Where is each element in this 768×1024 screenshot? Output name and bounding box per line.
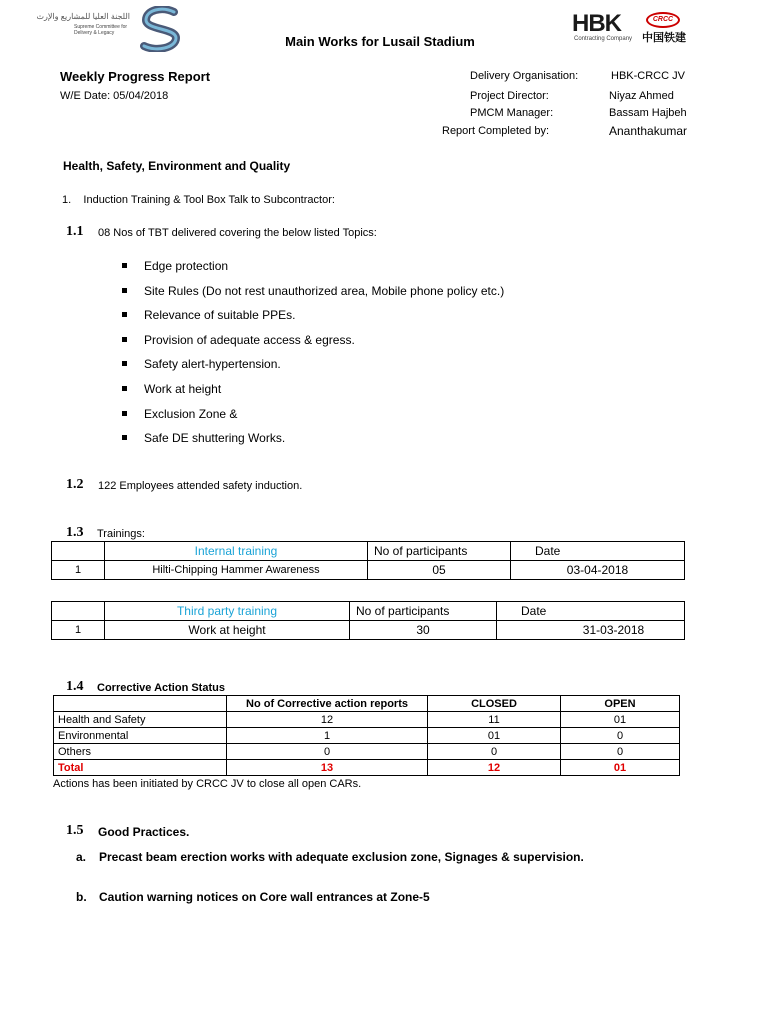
table-total-row <box>54 760 680 776</box>
table-cell: 0 <box>561 728 680 744</box>
table-cell: 30 <box>350 621 497 640</box>
table-row <box>54 744 680 760</box>
section-1-2-text: 122 Employees attended safety induction. <box>98 480 303 492</box>
table-header-cell: No of participants <box>350 602 497 621</box>
table-header-cell: Third party training <box>105 602 350 621</box>
hseq-heading: Health, Safety, Environment and Quality <box>63 159 291 173</box>
project-director-value: Niyaz Ahmed <box>609 90 674 102</box>
table-cell: 01 <box>561 712 680 728</box>
table-cell: 1 <box>52 621 105 640</box>
table-row <box>54 728 680 744</box>
practice-a-letter: a. <box>76 850 87 864</box>
list-item: Site Rules (Do not rest unauthorized area, Mobile phone policy etc.) <box>120 281 504 306</box>
week-ending-date: W/E Date: 05/04/2018 <box>60 90 169 102</box>
table-cell: 1 <box>52 561 105 580</box>
table-cell: 0 <box>227 744 428 760</box>
table-cell: 31-03-2018 <box>497 621 685 640</box>
table-cell: Environmental <box>54 728 227 744</box>
table-header-cell: No of Corrective action reports <box>227 696 428 712</box>
list-item: Work at height <box>120 379 504 404</box>
table-header-cell: Internal training <box>105 542 368 561</box>
table-cell: 12 <box>227 712 428 728</box>
table-row <box>52 561 685 580</box>
table-cell: Total <box>54 760 227 776</box>
internal-training-table <box>51 541 685 580</box>
table-header-cell: CLOSED <box>428 696 561 712</box>
table-cell: 01 <box>428 728 561 744</box>
list-item: Edge protection <box>120 256 504 281</box>
sc-logo-english: Supreme Committee for Delivery & Legacy <box>74 24 128 36</box>
delivery-org-value: HBK-CRCC JV <box>611 70 685 82</box>
table-header-row <box>54 696 680 712</box>
section-1-1-text: 08 Nos of TBT delivered covering the below listed Topics: <box>98 227 377 239</box>
table-cell: 1 <box>227 728 428 744</box>
third-party-training-table <box>51 601 685 640</box>
table-cell <box>54 696 227 712</box>
report-title: Weekly Progress Report <box>60 69 211 84</box>
sc-logo-arabic: اللجنة العليا للمشاريع والإرث <box>36 12 130 21</box>
table-cell: 05 <box>368 561 511 580</box>
table-cell: 13 <box>227 760 428 776</box>
table-cell: Others <box>54 744 227 760</box>
table-header-cell: Date <box>497 602 685 621</box>
section-1-1-number: 1.1 <box>66 224 84 239</box>
pmcm-manager-value: Bassam Hajbeh <box>609 107 687 119</box>
hbk-logo-text: HBK <box>572 10 621 37</box>
section-1-3-text: Trainings: <box>97 528 145 540</box>
list-item: Safety alert-hypertension. <box>120 354 504 379</box>
item-1-heading: 1. Induction Training & Tool Box Talk to Subcontractor: <box>62 194 335 206</box>
corrective-action-table <box>53 695 680 776</box>
table-header-cell: No of participants <box>368 542 511 561</box>
crcc-emblem: CRCC <box>646 12 680 28</box>
table-row <box>52 621 685 640</box>
section-1-4-number: 1.4 <box>66 679 84 694</box>
table-cell: 11 <box>428 712 561 728</box>
table-cell: 03-04-2018 <box>511 561 685 580</box>
pmcm-manager-label: PMCM Manager: <box>470 107 554 119</box>
practice-b-letter: b. <box>76 890 87 904</box>
hbk-crcc-logo <box>572 10 688 46</box>
section-1-2-number: 1.2 <box>66 477 84 492</box>
section-1-5-number: 1.5 <box>66 823 84 838</box>
practice-a-text: Precast beam erection works with adequate exclusion zone, Signages & supervision. <box>99 850 584 864</box>
table-cell: 0 <box>428 744 561 760</box>
list-item: Exclusion Zone & <box>120 404 504 429</box>
completed-by-value: Ananthakumar <box>609 124 688 138</box>
list-item: Relevance of suitable PPEs. <box>120 305 504 330</box>
delivery-org-label: Delivery Organisation: <box>470 70 579 82</box>
car-note: Actions has been initiated by CRCC JV to close all open CARs. <box>53 778 362 790</box>
table-cell: Work at height <box>105 621 350 640</box>
list-item: Provision of adequate access & egress. <box>120 330 504 355</box>
table-header-cell: Date <box>511 542 685 561</box>
project-director-label: Project Director: <box>470 90 549 102</box>
list-item: Safe DE shuttering Works. <box>120 428 504 453</box>
table-header-cell: OPEN <box>561 696 680 712</box>
document-title: Main Works for Lusail Stadium <box>285 34 475 49</box>
tbt-topics-list <box>120 256 504 453</box>
table-header-row <box>52 602 685 621</box>
completed-by-label: Report Completed by: <box>442 125 549 137</box>
table-cell: Hilti-Chipping Hammer Awareness <box>105 561 368 580</box>
table-cell: 01 <box>561 760 680 776</box>
table-cell: 0 <box>561 744 680 760</box>
crcc-chinese-text: 中国铁建 <box>642 32 686 44</box>
section-1-4-text: Corrective Action Status <box>97 682 225 694</box>
table-row <box>54 712 680 728</box>
table-cell: Health and Safety <box>54 712 227 728</box>
practice-b-text: Caution warning notices on Core wall entrances at Zone-5 <box>99 890 430 904</box>
table-cell: 12 <box>428 760 561 776</box>
section-1-3-number: 1.3 <box>66 525 84 540</box>
table-cell <box>52 602 105 621</box>
section-1-5-text: Good Practices. <box>98 825 190 839</box>
table-header-row <box>52 542 685 561</box>
hbk-tagline: Contracting Company <box>574 36 633 42</box>
table-cell <box>52 542 105 561</box>
